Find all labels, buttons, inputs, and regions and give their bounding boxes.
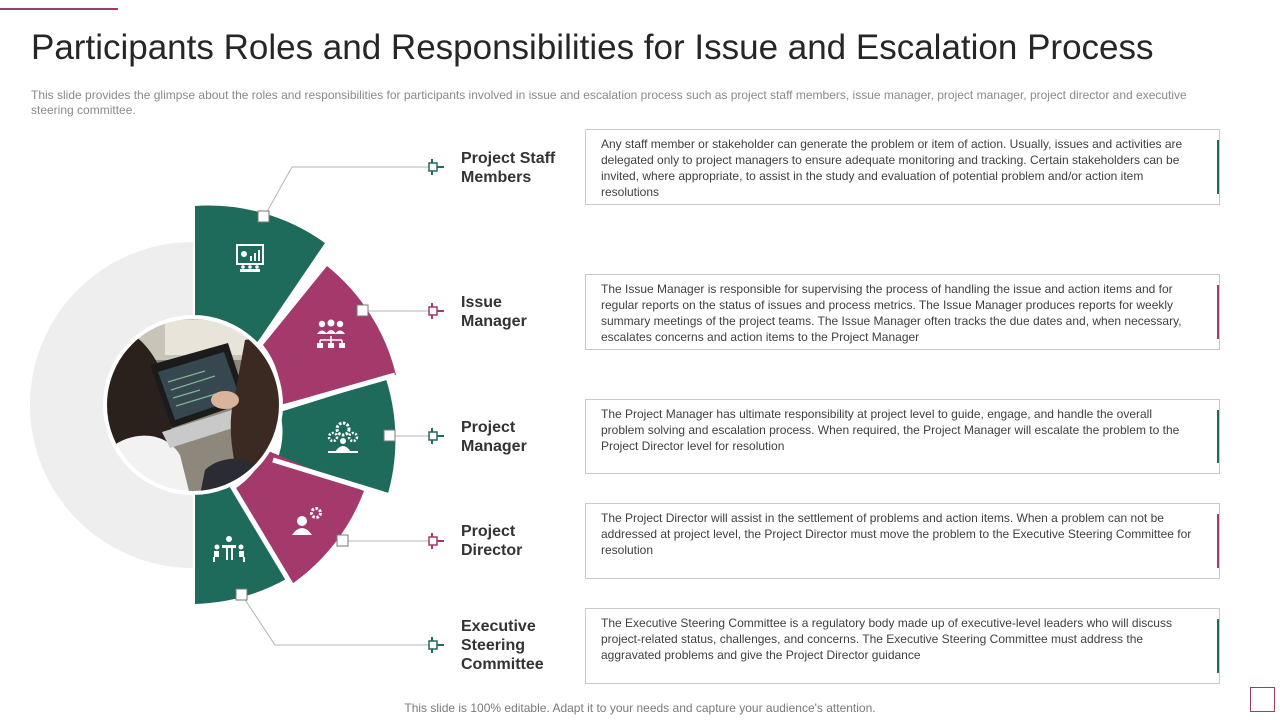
description-text: The Project Director will assist in the settlement of problems and action items. When a problem can not be addressed at project level, the Project Director must move the problem to the Executive Steering Committee for resolution: [601, 511, 1192, 557]
connector-node-2: [357, 305, 368, 316]
connector-end-2: [429, 303, 444, 319]
page-title: Participants Roles and Responsibilities for Issue and Escalation Process: [31, 28, 1154, 67]
connector-end-4: [429, 533, 444, 549]
description-box-issue-manager: [585, 274, 1220, 350]
connector-node-1: [258, 211, 269, 222]
description-text: Any staff member or stakeholder can generate the problem or item of action. Usually, issues and activities are delegated only to project managers to ensure adequate monitoring and tracking. Certain stakeholders can be invited, where appropriate, to assist in the study and evaluation of potential problem and/or action item resolutions: [601, 137, 1183, 199]
description-box-project-staff: [585, 129, 1220, 205]
role-label-issue-manager: Issue Manager: [461, 294, 527, 330]
description-box-executive-committee: [585, 608, 1220, 684]
role-label-project-staff: Project Staff Members: [461, 150, 556, 186]
footer-note: This slide is 100% editable. Adapt it to your needs and capture your audience's attention.: [404, 701, 876, 715]
page-subtitle: This slide provides the glimpse about the roles and responsibilities for participants involved in issue and escalation process such as project staff members, issue manager, project manager, project director and executive steering committee.: [31, 88, 1187, 117]
description-text: The Project Manager has ultimate responsibility at project level to guide, engage, and handle the overall problem solving and escalation process. When required, the Project Manager will escalate the problem to the Project Director level for resolution: [601, 407, 1180, 453]
description-box-project-manager: [585, 399, 1220, 474]
accent-bar: [1217, 410, 1219, 463]
accent-bar: [1217, 619, 1219, 673]
connector-end-3: [429, 428, 444, 444]
role-label-project-manager: Project Manager: [461, 419, 527, 455]
description-text: The Executive Steering Committee is a regulatory body made up of executive-level leaders who will discuss project-related status, challenges, and concerns. The Executive Steering Committee must address the aggravated problems and give the Project Director guidance: [601, 616, 1172, 662]
connector-node-4: [337, 535, 348, 546]
role-label-project-director: Project Director: [461, 523, 523, 559]
team-hierarchy-icon: [317, 320, 345, 349]
connector-end-1: [429, 159, 444, 175]
accent-bar: [1217, 140, 1219, 194]
roles-fan-diagram: [0, 0, 460, 720]
connector-end-5: [429, 637, 444, 653]
role-label-executive-committee: Executive Steering Committee: [461, 618, 544, 673]
corner-decoration: [1250, 687, 1275, 712]
accent-bar: [1217, 514, 1219, 568]
accent-bar: [1217, 285, 1219, 339]
description-text: The Issue Manager is responsible for supervising the process of handling the issue and action items and for regular reports on the status of issues and process metrics. The Issue Manager produces reports for weekly summary meetings of the project teams. The Issue Manager often tracks the due dates and, when necessary, escalates concerns and action items to the Project Manager: [601, 282, 1182, 344]
description-box-project-director: [585, 503, 1220, 579]
connector-node-3: [384, 430, 395, 441]
connector-node-5: [236, 589, 247, 600]
